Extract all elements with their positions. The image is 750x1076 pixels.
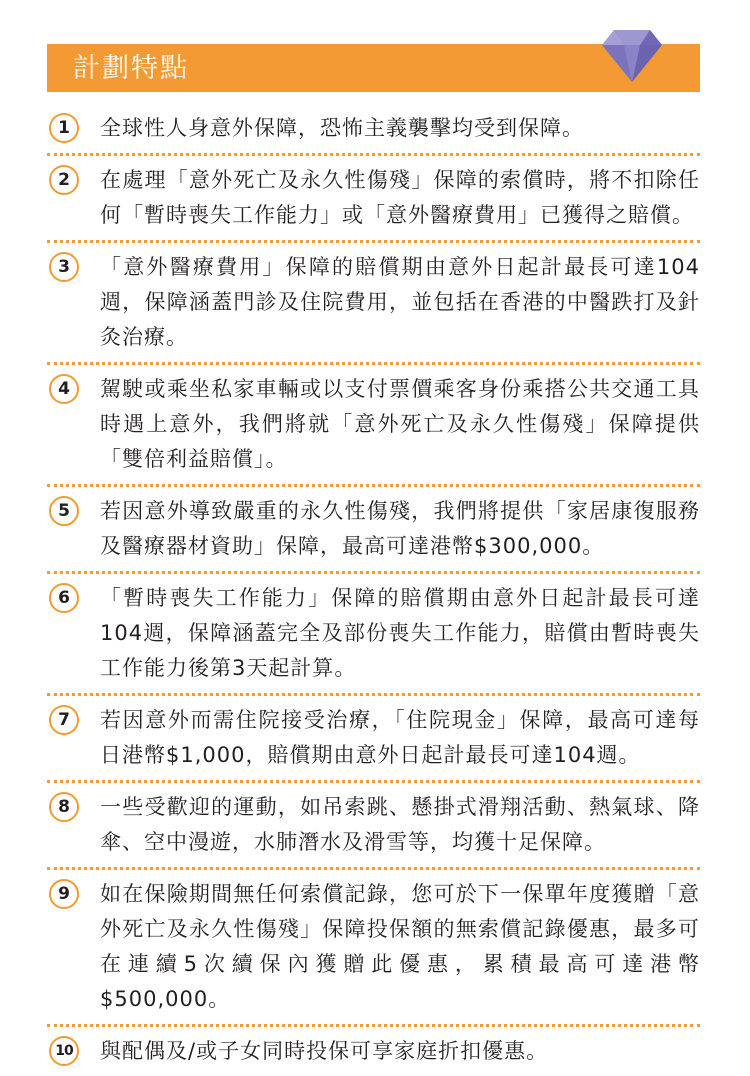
feature-text: 「暫時喪失工作能力」保障的賠償期由意外日起計最長可達104週，保障涵蓋完全及部份喪失工作能力，賠償由暫時喪失工作能力後第3天起計算。 — [100, 586, 700, 680]
feature-text: 駕駛或乘坐私家車輛或以支付票價乘客身份乘搭公共交通工具時遇上意外，我們將就「意外死亡及永久性傷殘」保障提供「雙倍利益賠償」。 — [100, 377, 700, 471]
number-badge: 7 — [49, 705, 79, 735]
feature-text: 若因意外而需住院接受治療，「住院現金」保障，最高可達每日港幣$1,000，賠償期由意外日起計最長可達104週。 — [100, 708, 700, 767]
number-badge: 2 — [49, 165, 79, 195]
feature-text: 與配偶及/或子女同時投保可享家庭折扣優惠。 — [100, 1039, 549, 1063]
number-badge: 5 — [49, 496, 79, 526]
feature-item-2 — [47, 156, 700, 243]
feature-text: 全球性人身意外保障，恐怖主義襲擊均受到保障。 — [100, 116, 584, 140]
feature-text: 一些受歡迎的運動，如吊索跳、懸掛式滑翔活動、熱氣球、降傘、空中漫遊，水肺潛水及滑雪等，均獲十足保障。 — [100, 795, 700, 854]
feature-item-7 — [47, 696, 700, 783]
feature-item-4 — [47, 365, 700, 487]
feature-item-3 — [47, 243, 700, 365]
feature-item-9 — [47, 870, 700, 1027]
feature-item-8 — [47, 783, 700, 870]
number-badge: 1 — [49, 113, 79, 143]
number-badge: 8 — [49, 792, 79, 822]
feature-item-1 — [47, 104, 700, 156]
number-badge: 6 — [49, 583, 79, 613]
feature-list — [47, 104, 700, 1076]
number-badge: 9 — [49, 879, 79, 909]
feature-item-5 — [47, 487, 700, 574]
diamond-icon — [600, 28, 664, 84]
number-badge: 10 — [49, 1036, 79, 1066]
feature-text: 若因意外導致嚴重的永久性傷殘，我們將提供「家居康復服務及醫療器材資助」保障，最高可達港幣$300,000。 — [100, 499, 700, 558]
feature-text: 如在保險期間無任何索償記錄，您可於下一保單年度獲贈「意外死亡及永久性傷殘」保障投保額的無索償記錄優惠，最多可在連續5次續保內獲贈此優惠，累積最高可達港幣$500,000。 — [100, 882, 700, 1011]
feature-text: 「意外醫療費用」保障的賠償期由意外日起計最長可達104週，保障涵蓋門診及住院費用，並包括在香港的中醫跌打及針灸治療。 — [100, 255, 700, 349]
number-badge: 4 — [49, 374, 79, 404]
feature-item-10 — [47, 1027, 700, 1076]
number-badge: 3 — [49, 252, 79, 282]
section-title: 計劃特點 — [73, 53, 189, 84]
feature-text: 在處理「意外死亡及永久性傷殘」保障的索償時，將不扣除任何「暫時喪失工作能力」或「意外醫療費用」已獲得之賠償。 — [100, 168, 700, 227]
feature-item-6 — [47, 574, 700, 696]
